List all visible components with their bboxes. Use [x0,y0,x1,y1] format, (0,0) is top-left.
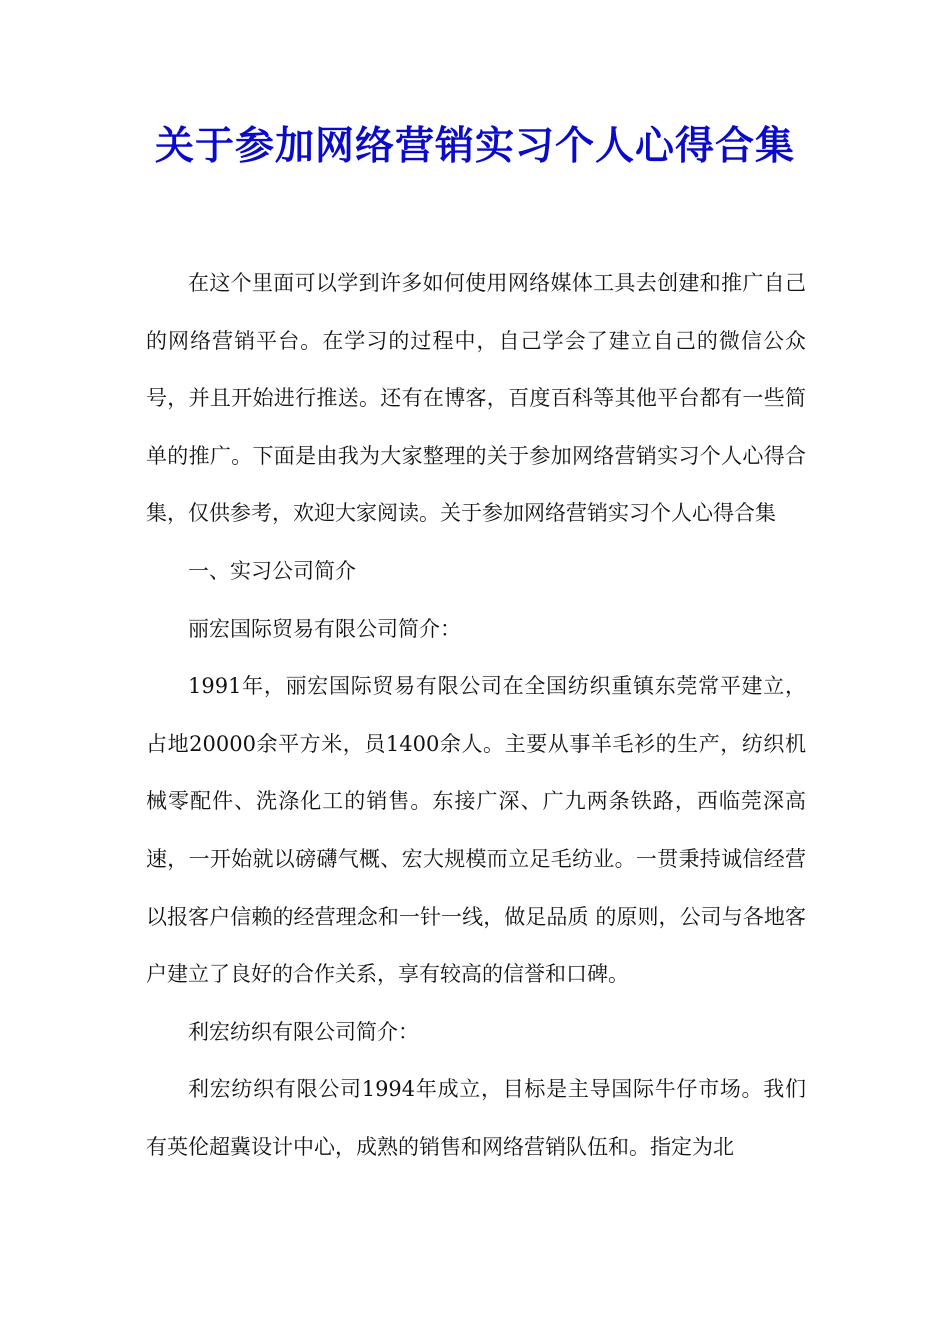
document-body [146,255,806,1177]
paragraph-lihong-trade: 1991年，丽宏国际贸易有限公司在全国纺织重镇东莞常平建立，占地20000余平方米，员1400余人。主要从事羊毛衫的生产，纺织机械零配件、洗涤化工的销售。东接广深、广九两条铁路，西临莞深高速，一开始就以磅礴气概、宏大规模而立足毛纺业。一贯秉持诚信经营以报客户信赖的经营理念和一针一线，做足品质 的原则，公司与各地客户建立了良好的合作关系，享有较高的信誉和口碑。 [146,674,806,987]
subheading-lihong-textile: 利宏纺织有限公司简介： [188,1019,419,1044]
subheading-lihong-trade: 丽宏国际贸易有限公司简介： [188,616,461,641]
document-title: 关于参加网络营销实习个人心得合集 [154,123,795,169]
paragraph-lihong-textile: 利宏纺织有限公司1994年成立，目标是主导国际牛仔市场。我们有英伦超冀设计中心，成熟的销售和网络营销队伍和。指定为北 [146,1077,806,1159]
section-heading-company-intro: 一、实习公司简介 [188,558,356,583]
paragraph-intro: 在这个里面可以学到许多如何使用网络媒体工具去创建和推广自己的网络营销平台。在学习的过程中，自己学会了建立自己的微信公众号，并且开始进行推送。还有在博客，百度百科等其他平台都有一些简单的推广。下面是由我为大家整理的关于参加网络营销实习个人心得合集，仅供参考，欢迎大家阅读。关于参加网络营销实习个人心得合集 [146,271,806,526]
